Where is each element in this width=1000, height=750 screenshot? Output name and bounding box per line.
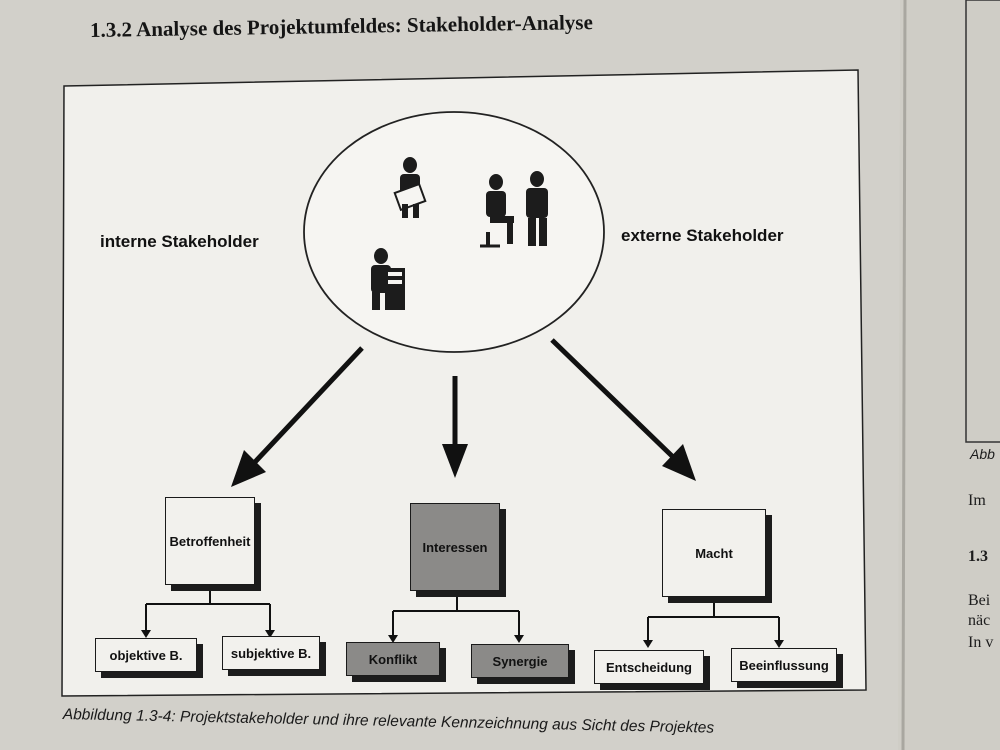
internal-stakeholder-label: interne Stakeholder (100, 232, 259, 251)
leaf-box-synergie: Synergie (471, 644, 569, 678)
category-box-macht (662, 509, 766, 597)
external-stakeholder-label: externe Stakeholder (621, 226, 784, 245)
category-box-interessen (410, 503, 500, 591)
leaf-box-entscheidung: Entscheidung (594, 650, 704, 684)
figure-caption: Abbildung 1.3-4: Projektstakeholder und ihre relevante Kennzeichnung aus Sicht des Projektes (62, 706, 715, 737)
right-page-text-line: Im (968, 492, 986, 509)
category-label: Interessen (422, 539, 488, 555)
right-page-text-line: näc (968, 612, 991, 629)
right-page-text-line: In v (968, 634, 994, 651)
leaf-box-beeinflussung: Beeinflussung (731, 648, 837, 682)
leaf-box-subjektive: subjektive B. (222, 636, 320, 670)
category-label: Betroffenheit (169, 533, 251, 549)
stakeholder-circle (304, 112, 604, 352)
right-page-text-line: 1.3 (968, 548, 988, 565)
category-label: Macht (695, 545, 733, 561)
section-heading: 1.3.2 Analyse des Projektumfeldes: Stakeholder-Analyse (89, 10, 593, 42)
right-page-caption-fragment: Abb (970, 446, 995, 462)
right-page-text-line: Bei (968, 592, 991, 609)
leaf-box-konflikt: Konflikt (346, 642, 440, 676)
category-box-betroffenheit (165, 497, 255, 585)
leaf-box-objektive: objektive B. (95, 638, 197, 672)
